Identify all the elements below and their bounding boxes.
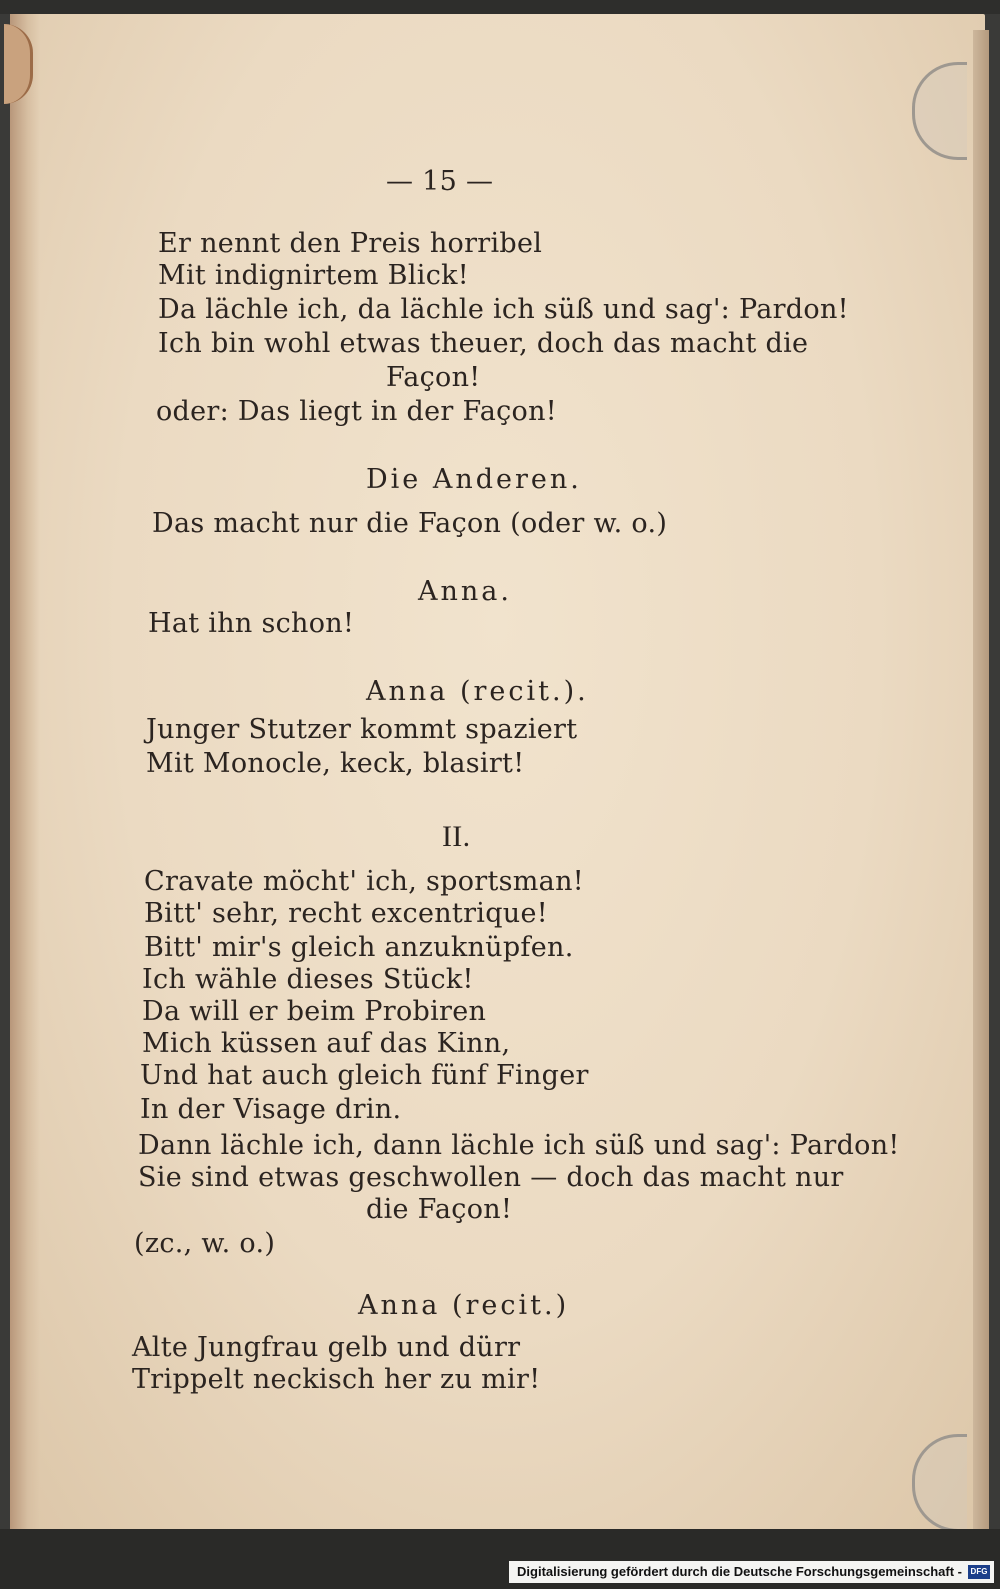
verse-line: Mich küssen auf das Kinn, xyxy=(142,1028,511,1059)
verse-line: Ich bin wohl etwas theuer, doch das macht die xyxy=(158,328,809,359)
digitization-credit xyxy=(509,1561,994,1583)
verse-line: Und hat auch gleich fünf Finger xyxy=(140,1060,589,1091)
speaker-heading: Anna (recit.). xyxy=(366,676,589,707)
credit-text: Digitalisierung gefördert durch die Deutsche Forschungsgemeinschaft - xyxy=(517,1564,962,1579)
verse-line: Cravate möcht' ich, sportsman! xyxy=(144,866,584,897)
book-page xyxy=(10,14,985,1536)
speaker-heading: Anna (recit.) xyxy=(358,1290,570,1321)
speaker-heading: Anna. xyxy=(418,576,512,607)
page-number: — 15 — xyxy=(386,166,494,197)
verse-line: Da lächle ich, da lächle ich süß und sag': Pardon! xyxy=(158,294,849,325)
verse-line: Hat ihn schon! xyxy=(148,608,355,639)
dfg-logo-icon: DFG xyxy=(968,1565,990,1579)
scan-top-edge xyxy=(0,0,1000,14)
verse-line: Da will er beim Probiren xyxy=(142,996,487,1027)
page-spine-shadow xyxy=(10,14,40,1536)
verse-line: Façon! xyxy=(386,362,481,393)
verse-line: Er nennt den Preis horribel xyxy=(158,228,543,259)
page-tab-top xyxy=(912,62,967,160)
verse-line: die Façon! xyxy=(366,1194,513,1225)
verse-line: Junger Stutzer kommt spaziert xyxy=(146,714,578,745)
verse-line: (zc., w. o.) xyxy=(134,1228,276,1259)
verse-line: Das macht nur die Façon (oder w. o.) xyxy=(152,508,668,539)
speaker-heading: Die Anderen. xyxy=(366,464,582,495)
verse-line: Trippelt neckisch her zu mir! xyxy=(132,1364,541,1395)
verse-line: Bitt' sehr, recht excentrique! xyxy=(144,898,548,929)
verse-line: Bitt' mir's gleich anzuknüpfen. xyxy=(144,932,574,963)
verse-line: Alte Jungfrau gelb und dürr xyxy=(132,1332,521,1363)
verse-line: oder: Das liegt in der Façon! xyxy=(156,396,557,427)
verse-line: Ich wähle dieses Stück! xyxy=(142,964,474,995)
verse-line: Dann lächle ich, dann lächle ich süß und sag': Pardon! xyxy=(138,1130,900,1161)
verse-line: Mit Monocle, keck, blasirt! xyxy=(146,748,525,779)
verse-line: In der Visage drin. xyxy=(140,1094,402,1125)
verse-line: Sie sind etwas geschwollen — doch das macht nur xyxy=(138,1162,844,1193)
page-right-edge xyxy=(973,30,989,1534)
verse-line: Mit indignirtem Blick! xyxy=(158,260,469,291)
page-tab-bottom xyxy=(912,1434,967,1532)
stanza-number: II. xyxy=(442,820,471,853)
